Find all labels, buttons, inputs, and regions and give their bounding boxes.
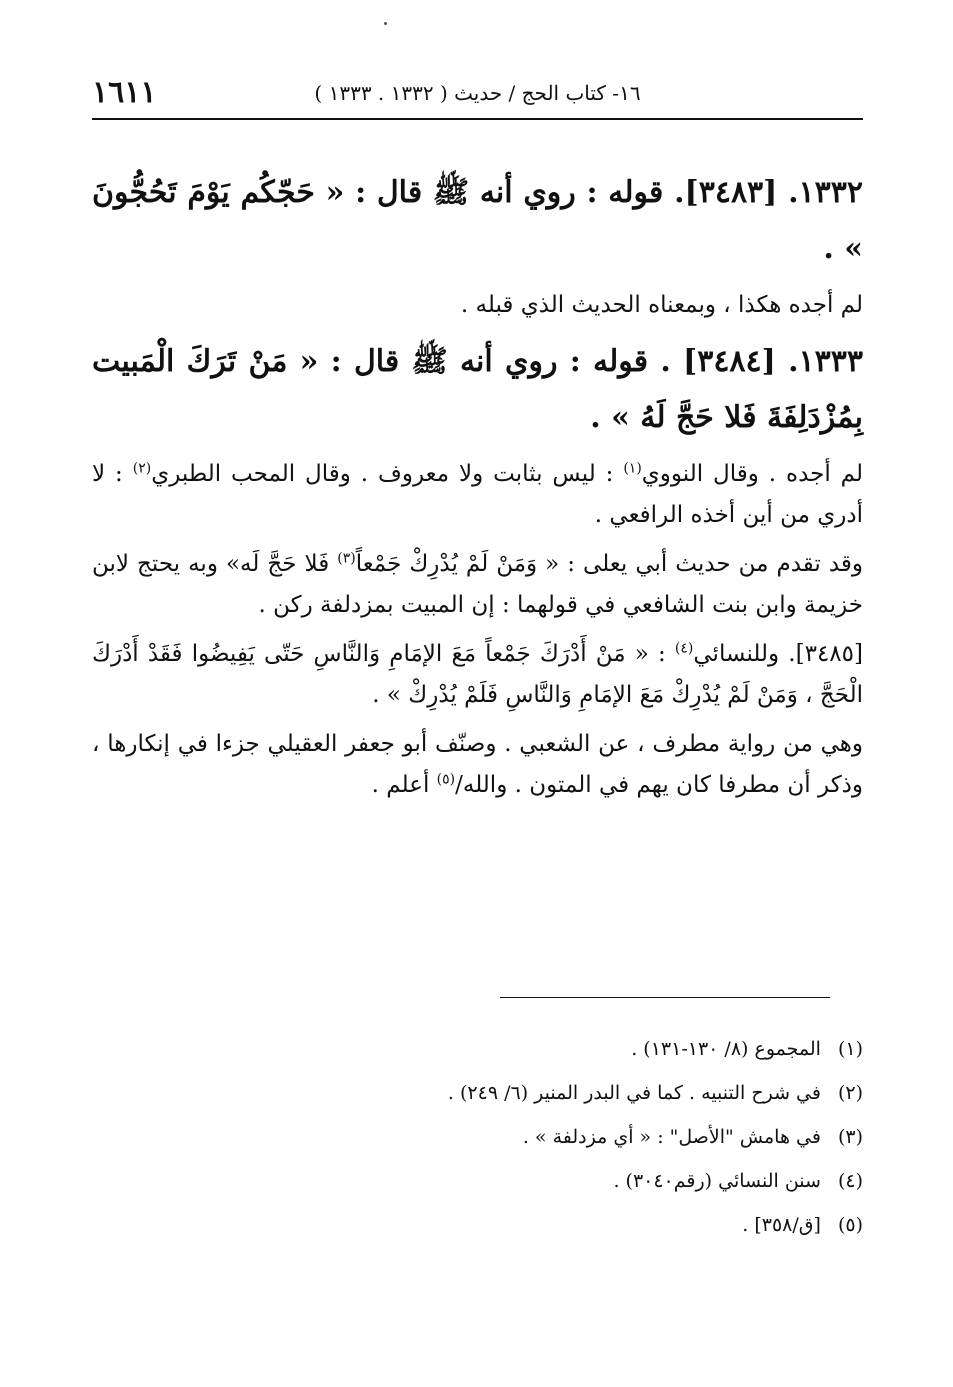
main-text (92, 165, 863, 814)
footnote-item (92, 1159, 863, 1203)
footnote-ref-3[interactable]: (٣) (337, 550, 356, 567)
footnotes-list (92, 1027, 863, 1247)
hadith-1332-heading: ١٣٣٢. [٣٤٨٣]. قوله : روي أنه ﷺ قال : « حَجّكُم يَوْمَ تَحُجُّونَ » . (92, 175, 863, 266)
footnote-item (92, 1071, 863, 1115)
page-number: ١٦١١ (92, 75, 157, 110)
footnote-text: في هامش "الأصل" : « أي مزدلفة » . (522, 1126, 821, 1148)
paragraph-text: : « مَنْ أَدْرَكَ جَمْعاً مَعَ الإمَامِ وَالنَّاسِ حَتّى يَفِيضُوا فَقَدْ أَدْرَكَ الْحَجَّ ، وَمَنْ لَمْ يُدْرِكْ مَعَ الإمَامِ وَالنَّاسِ فَلَمْ يُدْرِكْ » . (92, 641, 863, 708)
hadith-1333-paragraph-4 (92, 724, 863, 806)
footnote-number: (٢) (837, 1082, 863, 1104)
paragraph-text: [٣٤٨٥]. وللنسائي (693, 641, 863, 667)
footnote-item (92, 1027, 863, 1071)
footnote-separator (500, 997, 830, 998)
hadith-1332-comment: لم أجده هكذا ، وبمعناه الحديث الذي قبله . (460, 292, 863, 318)
header-rule (92, 118, 863, 120)
paragraph-text: : ليس بثابت ولا معروف . وقال المحب الطبري (151, 461, 624, 487)
paragraph-text: لم أجده . وقال النووي (641, 461, 863, 487)
footnote-text: [ق/٣٥٨] . (742, 1214, 821, 1236)
footnote-text: سنن النسائي (رقم٣٠٤٠) . (613, 1170, 821, 1192)
paragraph-text: أعلم . (371, 772, 437, 798)
page-speck (384, 22, 387, 25)
footnote-ref-5[interactable]: (٥) (436, 771, 456, 788)
paragraph-text: : لا أدري من أين أخذه الرافعي . (92, 461, 863, 528)
hadith-1333-heading: ١٣٣٣. [٣٤٨٤] . قوله : روي أنه ﷺ قال : « مَنْ تَرَكَ الْمَبيت بِمُزْدَلِفَةَ فَلا حَجَّ لَهُ » . (92, 344, 863, 435)
paragraph-text: وهي من رواية مطرف ، عن الشعبي . وصنّف أبو جعفر العقيلي جزءا في إنكارها ، وذكر أن مطرفا كان يهم في المتون . والله/ (92, 731, 863, 798)
footnote-ref-2[interactable]: (٢) (132, 460, 152, 477)
running-header (92, 75, 863, 118)
footnote-item (92, 1203, 863, 1247)
footnote-number: (٥) (837, 1214, 863, 1236)
footnote-item (92, 1115, 863, 1159)
header-title: ١٦- كتاب الحج / حديث ( ١٣٣٢ . ١٣٣٣ ) (314, 81, 641, 105)
paragraph-text: وقد تقدم من حديث أبي يعلى : « وَمَنْ لَمْ يُدْرِكْ جَمْعاً (355, 551, 863, 577)
hadith-1333-paragraph-1 (92, 454, 863, 536)
paragraph-text: فَلا حَجَّ لَه» وبه يحتج لابن خزيمة وابن بنت الشافعي في قولهما : إن المبيت بمزدلفة ركن . (92, 551, 863, 618)
footnote-ref-1[interactable]: (١) (623, 460, 642, 477)
footnote-ref-4[interactable]: (٤) (674, 640, 694, 657)
footnote-text: في شرح التنبيه . كما في البدر المنير (٦/ ٢٤٩) . (447, 1082, 821, 1104)
hadith-1333-paragraph-3 (92, 634, 863, 716)
hadith-1333-paragraph-2 (92, 544, 863, 626)
footnote-text: المجموع (٨/ ١٣٠-١٣١) . (631, 1038, 821, 1060)
footnote-number: (٣) (837, 1126, 863, 1148)
footnote-number: (٤) (837, 1170, 863, 1192)
footnote-number: (١) (837, 1038, 863, 1060)
